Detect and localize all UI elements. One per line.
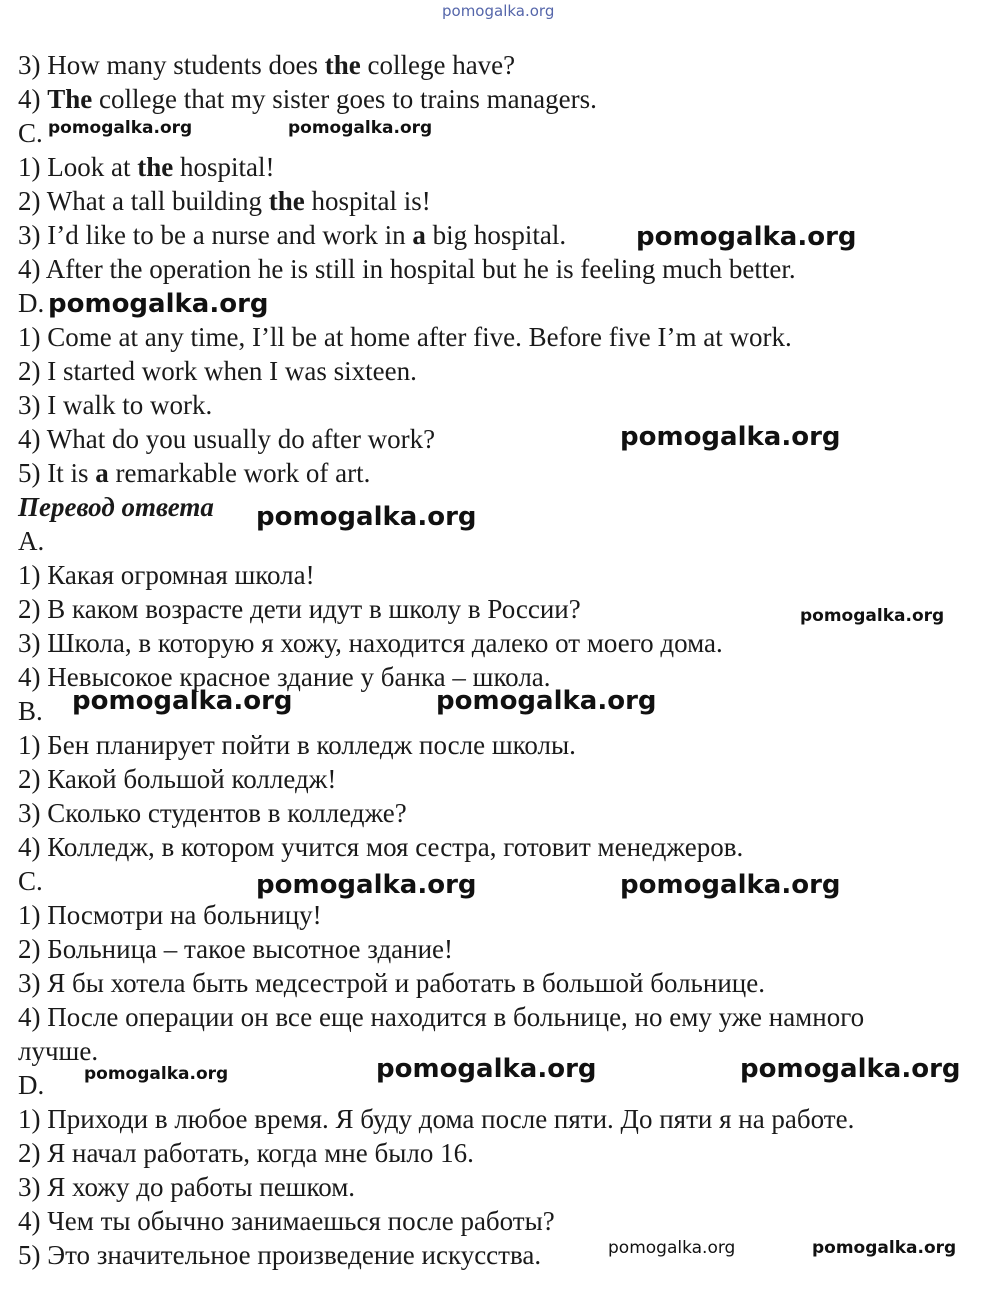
russian-c-item-4-cont: лучше. — [18, 1036, 99, 1066]
english-c-item-2: 2) What a tall building the hospital is! — [18, 186, 431, 216]
english-c-item-4: 4) After the operation he is still in hospital but he is feeling much better. — [18, 254, 796, 284]
english-d-item-2: 2) I started work when I was sixteen. — [18, 356, 417, 386]
russian-d-label: D. — [18, 1070, 45, 1100]
russian-a-label: A. — [18, 526, 45, 556]
english-d-item-1: 1) Come at any time, I’ll be at home after five. Before five I’m at work. — [18, 322, 792, 352]
watermark: pomogalka.org — [256, 502, 477, 532]
russian-c-item-1: 1) Посмотри на больницу! — [18, 900, 322, 930]
russian-c-item-2: 2) Больница – такое высотное здание! — [18, 934, 454, 964]
watermark: pomogalka.org — [800, 606, 945, 626]
russian-b-label: B. — [18, 696, 43, 726]
russian-d-item-4: 4) Чем ты обычно занимаешься после работы? — [18, 1206, 555, 1236]
watermark: pomogalka.org — [256, 870, 477, 900]
russian-a-item-4: 4) Невысокое красное здание у банка – школа. — [18, 662, 551, 692]
russian-b-item-4: 4) Колледж, в котором учится моя сестра, готовит менеджеров. — [18, 832, 744, 862]
russian-c-item-4: 4) После операции он все еще находится в больнице, но ему уже намного — [18, 1002, 865, 1032]
watermark-top: pomogalka.org — [442, 2, 555, 20]
english-b-item-4: 4) The college that my sister goes to trains managers. — [18, 84, 597, 114]
watermark: pomogalka.org — [48, 118, 193, 138]
russian-d-item-1: 1) Приходи в любое время. Я буду дома после пяти. До пяти я на работе. — [18, 1104, 855, 1134]
russian-c-item-3: 3) Я бы хотела быть медсестрой и работать в большой больнице. — [18, 968, 765, 998]
english-d-item-3: 3) I walk to work. — [18, 390, 213, 420]
watermark: pomogalka.org — [48, 289, 269, 319]
russian-a-item-2: 2) В каком возрасте дети идут в школу в России? — [18, 594, 581, 624]
translation-heading: Перевод ответа — [18, 492, 214, 522]
english-c-item-1: 1) Look at the hospital! — [18, 152, 275, 182]
russian-d-item-5: 5) Это значительное произведение искусства. — [18, 1240, 542, 1270]
watermark: pomogalka.org — [608, 1238, 736, 1258]
watermark: pomogalka.org — [436, 686, 657, 716]
english-d-label: D. — [18, 288, 45, 318]
watermark: pomogalka.org — [740, 1054, 961, 1084]
russian-b-item-3: 3) Сколько студентов в колледже? — [18, 798, 407, 828]
russian-c-label: C. — [18, 866, 43, 896]
watermark: pomogalka.org — [288, 118, 433, 138]
russian-b-item-2: 2) Какой большой колледж! — [18, 764, 337, 794]
english-c-label: C. — [18, 118, 43, 148]
watermark: pomogalka.org — [636, 222, 857, 252]
russian-d-item-2: 2) Я начал работать, когда мне было 16. — [18, 1138, 474, 1168]
watermark: pomogalka.org — [620, 870, 841, 900]
watermark: pomogalka.org — [812, 1238, 957, 1258]
russian-b-item-1: 1) Бен планирует пойти в колледж после школы. — [18, 730, 576, 760]
watermark: pomogalka.org — [84, 1064, 229, 1084]
russian-d-item-3: 3) Я хожу до работы пешком. — [18, 1172, 356, 1202]
russian-a-item-1: 1) Какая огромная школа! — [18, 560, 315, 590]
english-b-item-3: 3) How many students does the college have? — [18, 50, 516, 80]
watermark: pomogalka.org — [620, 422, 841, 452]
english-c-item-3: 3) I’d like to be a nurse and work in a big hospital. — [18, 220, 567, 250]
watermark: pomogalka.org — [72, 686, 293, 716]
english-d-item-5: 5) It is a remarkable work of art. — [18, 458, 371, 488]
russian-a-item-3: 3) Школа, в которую я хожу, находится далеко от моего дома. — [18, 628, 723, 658]
english-d-item-4: 4) What do you usually do after work? — [18, 424, 436, 454]
watermark: pomogalka.org — [376, 1054, 597, 1084]
